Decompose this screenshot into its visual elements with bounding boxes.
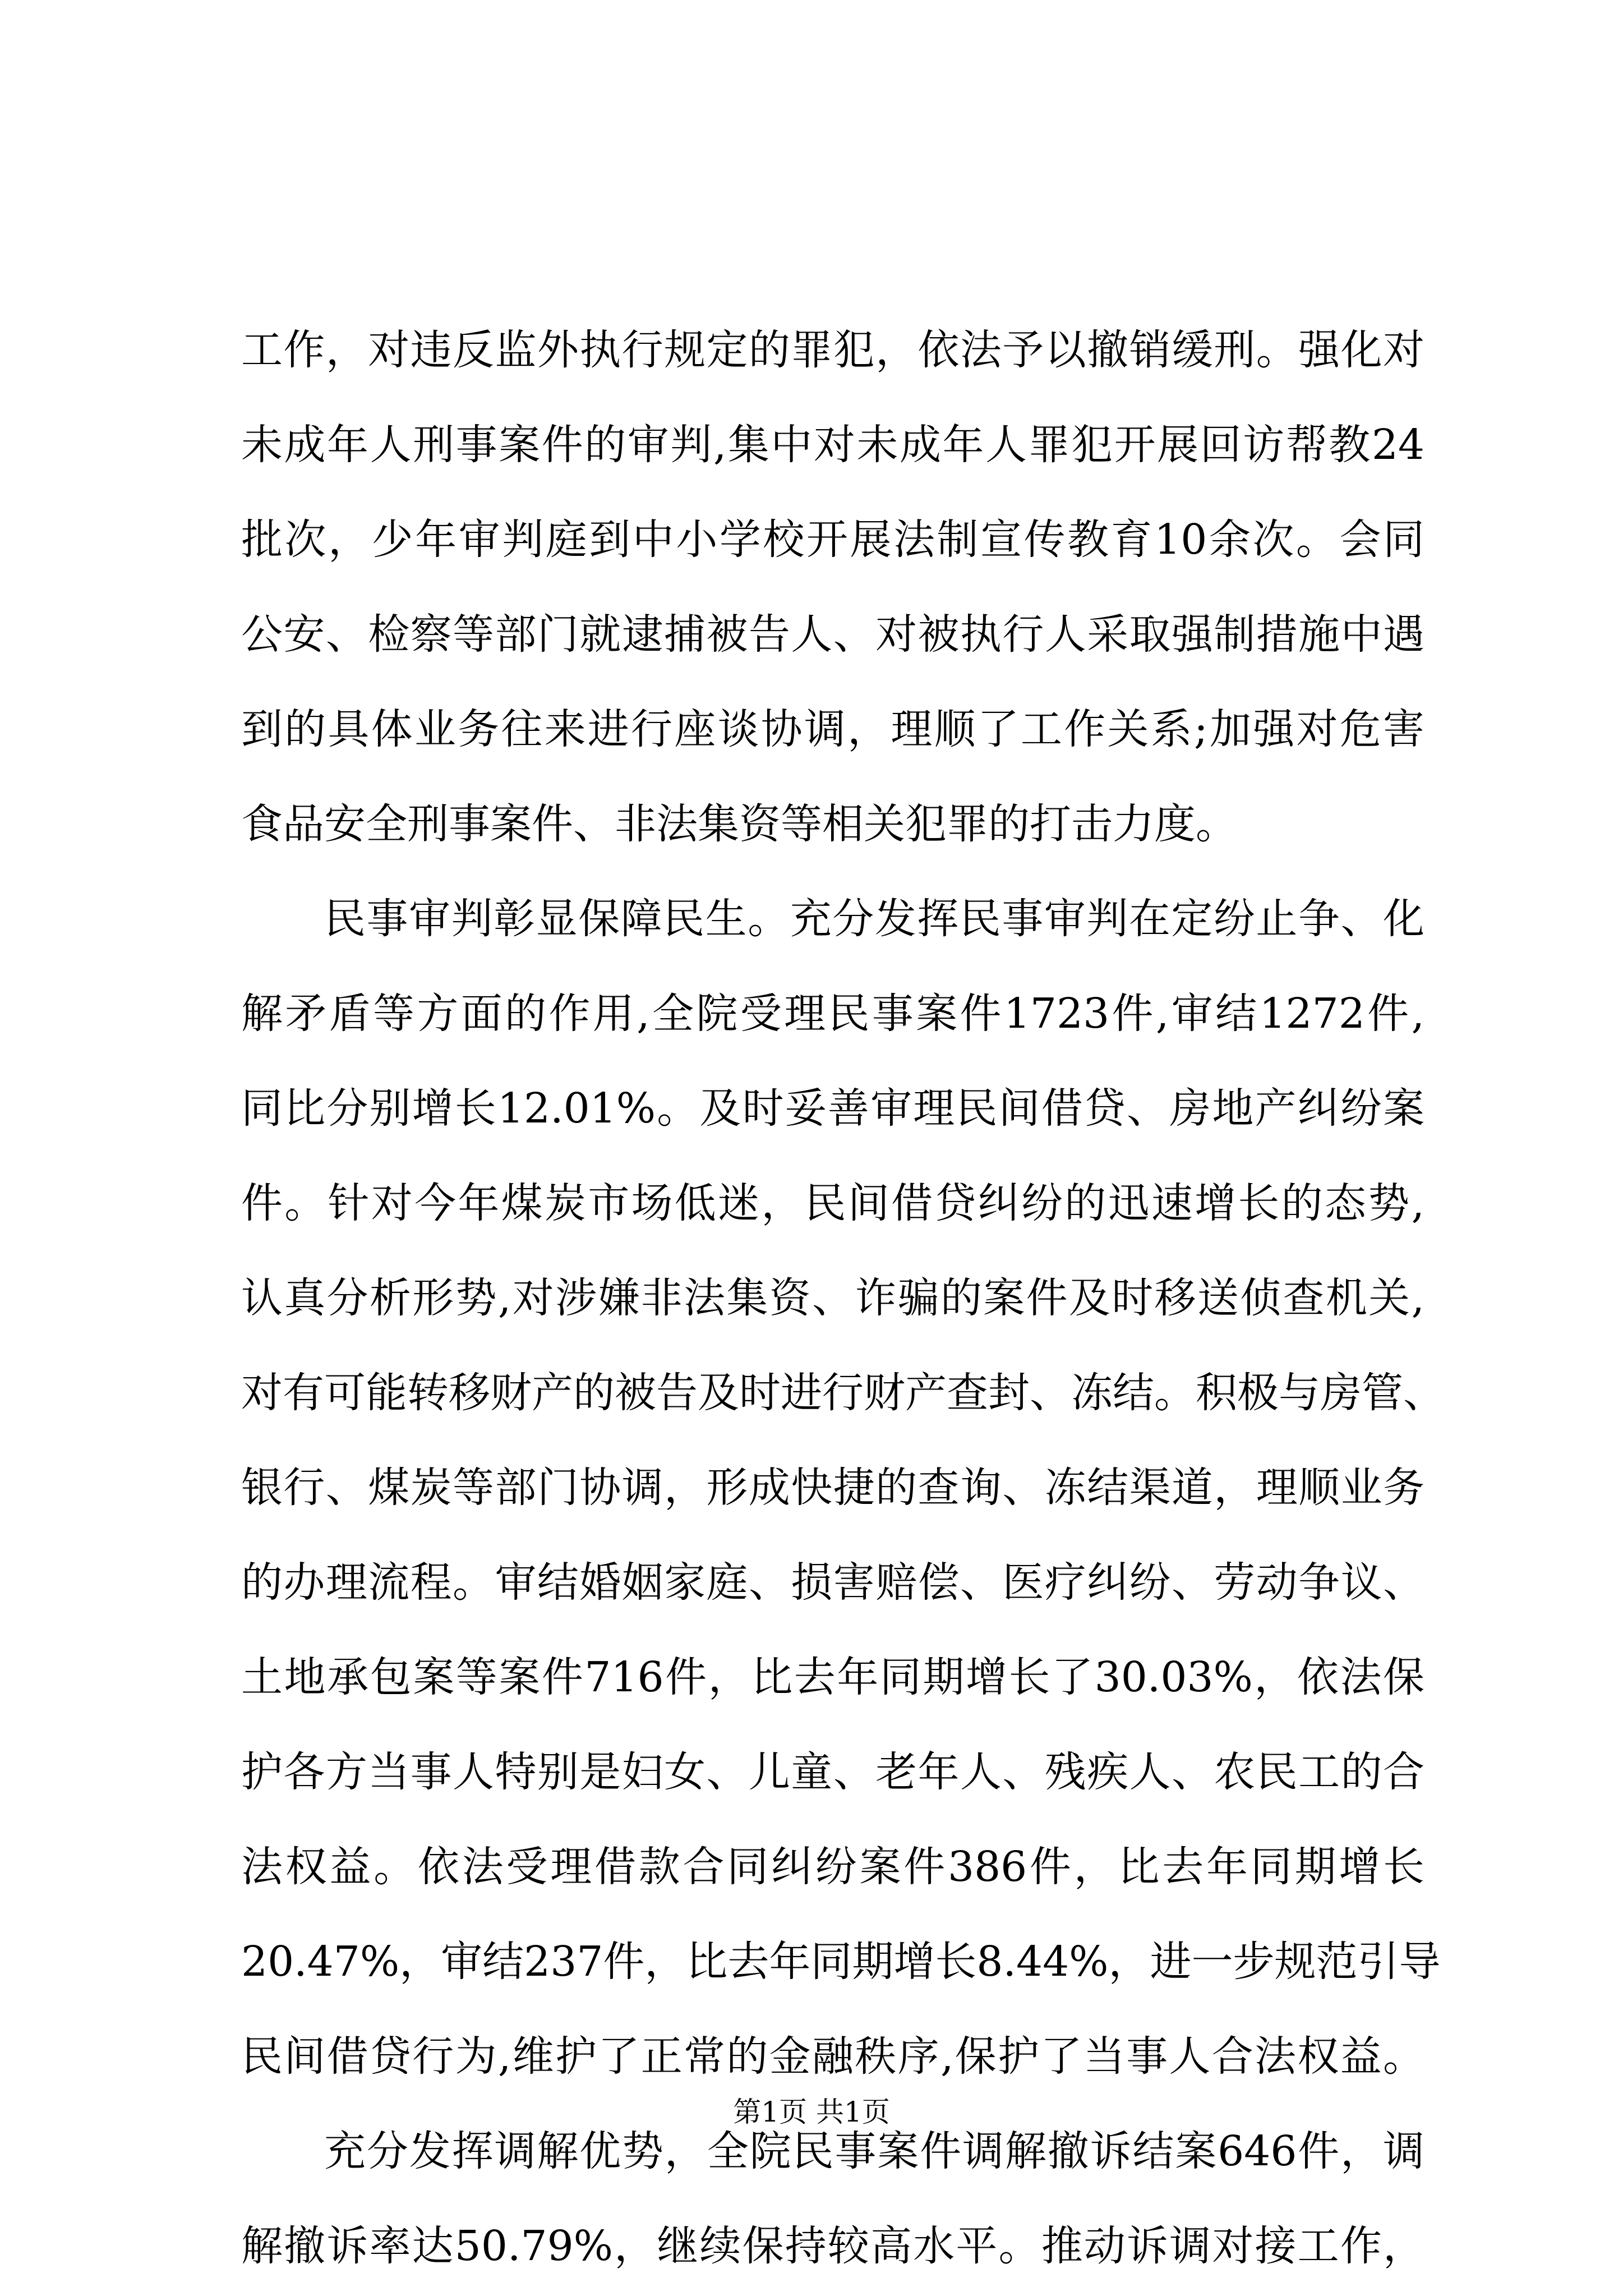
text-line: 的办理流程。审结婚姻家庭、损害赔偿、医疗纠纷、劳动争议、 xyxy=(241,1558,1424,1607)
text-line: 食品安全刑事案件、非法集资等相关犯罪的打击力度。 xyxy=(241,800,1237,848)
document-body xyxy=(241,303,1445,2294)
text-line: 土地承包案等案件716件，比去年同期增长了30.03%，依法保 xyxy=(241,1653,1424,1701)
text-line: 认真分析形势,对涉嫌非法集资、诈骗的案件及时移送侦查机关, xyxy=(241,1274,1424,1322)
text-line: 20.47%，审结237件，比去年同期增长8.44%，进一步规范引导 xyxy=(241,1938,1441,1986)
text-line: 到的具体业务往来进行座谈协调，理顺了工作关系;加强对危害 xyxy=(241,705,1424,753)
paragraph-first-line: 民事审判彰显保障民生。充分发挥民事审判在定纷止争、化 xyxy=(324,895,1424,943)
text-line: 公安、检察等部门就逮捕被告人、对被执行人采取强制措施中遇 xyxy=(241,610,1424,659)
text-line: 同比分别增长12.01%。及时妥善审理民间借贷、房地产纠纷案 xyxy=(241,1084,1424,1133)
text-line: 件。针对今年煤炭市场低迷，民间借贷纠纷的迅速增长的态势, xyxy=(241,1179,1424,1227)
text-line: 银行、煤炭等部门协调，形成快捷的查询、冻结渠道，理顺业务 xyxy=(241,1464,1424,1512)
text-line: 护各方当事人特别是妇女、儿童、老年人、残疾人、农民工的合 xyxy=(241,1748,1424,1796)
text-line: 法权益。依法受理借款合同纠纷案件386件，比去年同期增长 xyxy=(241,1843,1424,1891)
text-line: 民间借贷行为,维护了正常的金融秩序,保护了当事人合法权益。 xyxy=(241,2032,1424,2081)
text-line: 解撤诉率达50.79%，继续保持较高水平。推动诉调对接工作， xyxy=(241,2222,1424,2270)
page-footer xyxy=(0,2092,1623,2132)
text-line: 对有可能转移财产的被告及时进行财产查封、冻结。积极与房管、 xyxy=(241,1369,1445,1417)
page-number-label: 第1页 共1页 xyxy=(733,2096,890,2128)
paragraph-first-line: 充分发挥调解优势，全院民事案件调解撤诉结案646件，调 xyxy=(324,2127,1424,2175)
text-line: 解矛盾等方面的作用,全院受理民事案件1723件,审结1272件, xyxy=(241,990,1424,1038)
text-line: 未成年人刑事案件的审判,集中对未成年人罪犯开展回访帮教24 xyxy=(241,421,1424,469)
text-line: 工作，对违反监外执行规定的罪犯，依法予以撤销缓刑。强化对 xyxy=(241,326,1424,374)
text-line: 批次，少年审判庭到中小学校开展法制宣传教育10余次。会同 xyxy=(241,516,1424,564)
